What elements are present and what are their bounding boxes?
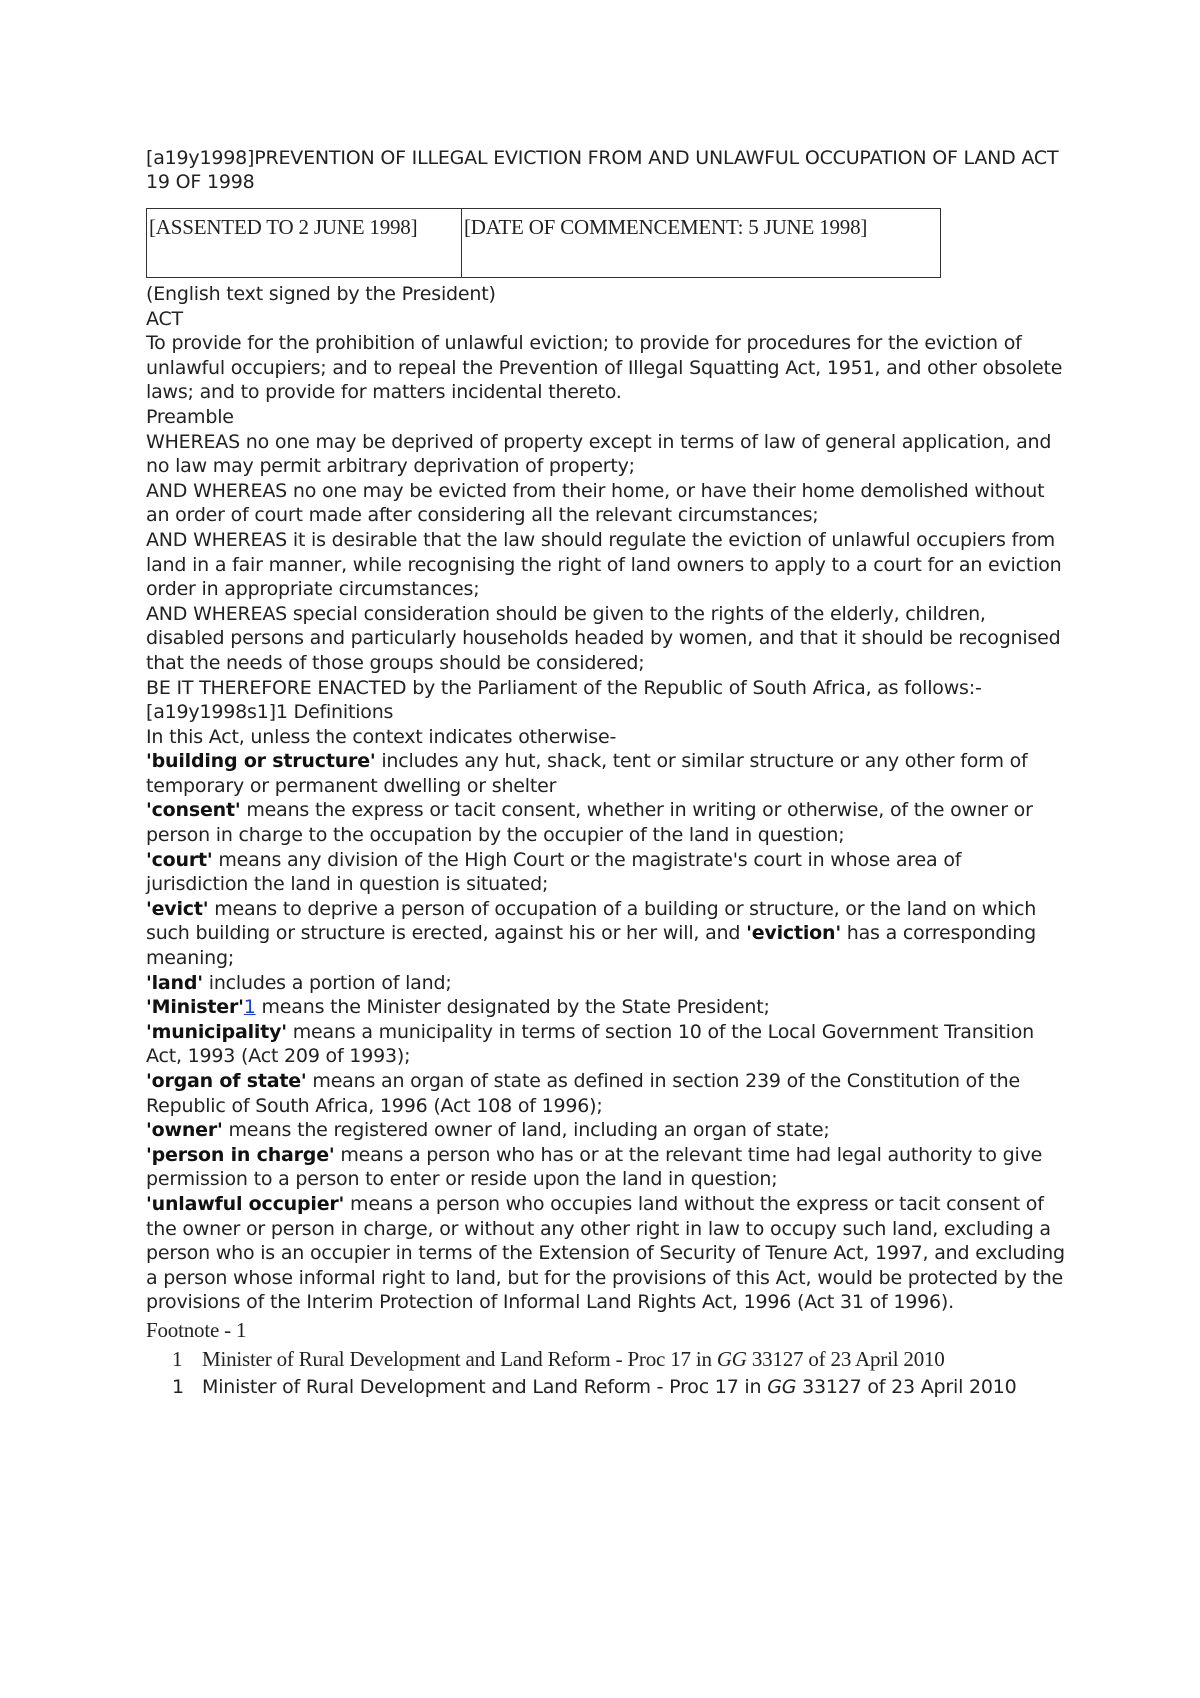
assent-table bbox=[146, 208, 941, 278]
preamble-clause: WHEREAS no one may be deprived of property except in terms of law of general application, and no law may permit arbitrary deprivation of property; bbox=[146, 430, 1052, 478]
document-page bbox=[146, 147, 1066, 1400]
definition bbox=[146, 1020, 1066, 1069]
definition bbox=[146, 749, 1066, 798]
definition-text: includes any hut, shack, tent or similar structure or any other form of temporary or permanent dwelling or shelter bbox=[146, 750, 1028, 797]
definition-term: 'unlawful occupier' bbox=[146, 1192, 345, 1215]
definition-term: 'land' bbox=[146, 971, 203, 994]
definition-term: 'eviction' bbox=[746, 922, 841, 945]
footnote-number: 1 bbox=[172, 1346, 183, 1371]
gazette-abbrev: GG bbox=[716, 1346, 747, 1371]
long-title: To provide for the prohibition of unlawful eviction; to provide for procedures for the eviction of unlawful occupiers; and to repeal the Prevention of Illegal Squatting Act, 1951, and other obsolete laws; and to provide for matters incidental thereto. bbox=[146, 332, 1063, 404]
footnote-entry bbox=[146, 1346, 1066, 1373]
section-heading: [a19y1998s1]1 Definitions bbox=[146, 701, 394, 724]
footnote-text: 33127 of 23 April 2010 bbox=[746, 1346, 945, 1371]
assent-row bbox=[147, 209, 941, 278]
footnote-link[interactable]: 1 bbox=[243, 996, 256, 1019]
footnote-text: 33127 of 23 April 2010 bbox=[796, 1375, 1017, 1398]
definition-term: 'evict' bbox=[146, 897, 209, 920]
definition bbox=[146, 995, 1066, 1020]
definition-text: means the Minister designated by the State President; bbox=[255, 996, 770, 1019]
definition-text: means to deprive a person of occupation of a building or structure, or the land on which such building or structure is erected, against his or her will, and bbox=[146, 897, 1037, 945]
definition-term: 'owner' bbox=[146, 1119, 223, 1142]
footnote-heading: Footnote - 1 bbox=[146, 1317, 247, 1342]
definition-text: means a municipality in terms of section 10 of the Local Government Transition Act, 1993 (Act 209 of 1993); bbox=[146, 1020, 1034, 1068]
footnote-text: Minister of Rural Development and Land Reform - Proc 17 in bbox=[202, 1375, 768, 1398]
definition bbox=[146, 971, 1066, 996]
commencement-date: [DATE OF COMMENCEMENT: 5 JUNE 1998] bbox=[462, 209, 941, 278]
definition bbox=[146, 1118, 1066, 1143]
definition-term: 'Minister' bbox=[146, 996, 244, 1019]
definition-text: means the express or tacit consent, whether in writing or otherwise, of the owner or person in charge to the occupation by the occupier of the land in question; bbox=[146, 799, 1033, 847]
act-label: ACT bbox=[146, 307, 183, 330]
preamble-clause: AND WHEREAS special consideration should be given to the rights of the elderly, children, disabled persons and particularly households headed by women, and that it should be recognised that the needs of those groups should be considered; bbox=[146, 602, 1061, 674]
definition-text: has a corresponding meaning; bbox=[146, 922, 1036, 970]
preamble-clause: AND WHEREAS no one may be evicted from their home, or have their home demolished without an order of court made after considering all the relevant circumstances; bbox=[146, 479, 1045, 527]
definition bbox=[146, 798, 1066, 847]
definition-term: 'building or structure' bbox=[146, 750, 376, 773]
definition-term: 'person in charge' bbox=[146, 1143, 335, 1166]
enacting-clause: BE IT THEREFORE ENACTED by the Parliament of the Republic of South Africa, as follows:- bbox=[146, 676, 982, 699]
footnote-text: Minister of Rural Development and Land Reform - Proc 17 in bbox=[202, 1346, 717, 1371]
definition bbox=[146, 1143, 1066, 1192]
definition bbox=[146, 1192, 1066, 1315]
definition-term: 'organ of state' bbox=[146, 1070, 307, 1092]
gazette-abbrev: GG bbox=[767, 1375, 797, 1398]
definition-term: 'municipality' bbox=[146, 1020, 287, 1043]
definition-text: means a person who occupies land without the express or tacit consent of the owner or person in charge, or without any other right in law to occupy such land, excluding a person who is an occupier in terms of the Extension of Security of Tenure Act, 1997, and excluding a person whose informal right to land, but for the provisions of this Act, would be protected by the provisions of the Interim Protection of Informal Land Rights Act, 1996 (Act 31 of 1996). bbox=[146, 1192, 1065, 1314]
definition-term: 'consent' bbox=[146, 799, 241, 822]
preamble-clause: AND WHEREAS it is desirable that the law should regulate the eviction of unlawful occupiers from land in a fair manner, while recognising the right of land owners to apply to a court for an eviction order in appropriate circumstances; bbox=[146, 528, 1062, 601]
footnote-number: 1 bbox=[172, 1375, 184, 1398]
definition bbox=[146, 1069, 1066, 1118]
signed-note: (English text signed by the President) bbox=[146, 283, 496, 305]
footnote-entry bbox=[146, 1375, 1066, 1400]
definition-text: means the registered owner of land, including an organ of state; bbox=[222, 1119, 830, 1142]
definition bbox=[146, 897, 1066, 971]
definition-text: means an organ of state as defined in section 239 of the Constitution of the Republic of South Africa, 1996 (Act 108 of 1996); bbox=[146, 1070, 1021, 1117]
definition-text: means a person who has or at the relevant time had legal authority to give permission to a person to enter or reside upon the land in question; bbox=[146, 1143, 1043, 1191]
assented-date: [ASSENTED TO 2 JUNE 1998] bbox=[147, 209, 462, 278]
definition-text: includes a portion of land; bbox=[202, 971, 452, 994]
definition-term: 'court' bbox=[146, 848, 213, 871]
act-title: [a19y1998]PREVENTION OF ILLEGAL EVICTION FROM AND UNLAWFUL OCCUPATION OF LAND ACT 19 OF 1998 bbox=[146, 147, 1059, 193]
section-intro: In this Act, unless the context indicates otherwise- bbox=[146, 725, 617, 748]
preamble-label: Preamble bbox=[146, 405, 234, 428]
definition-text: means any division of the High Court or the magistrate's court in whose area of jurisdiction the land in question is situated; bbox=[146, 848, 962, 896]
definition bbox=[146, 848, 1066, 897]
